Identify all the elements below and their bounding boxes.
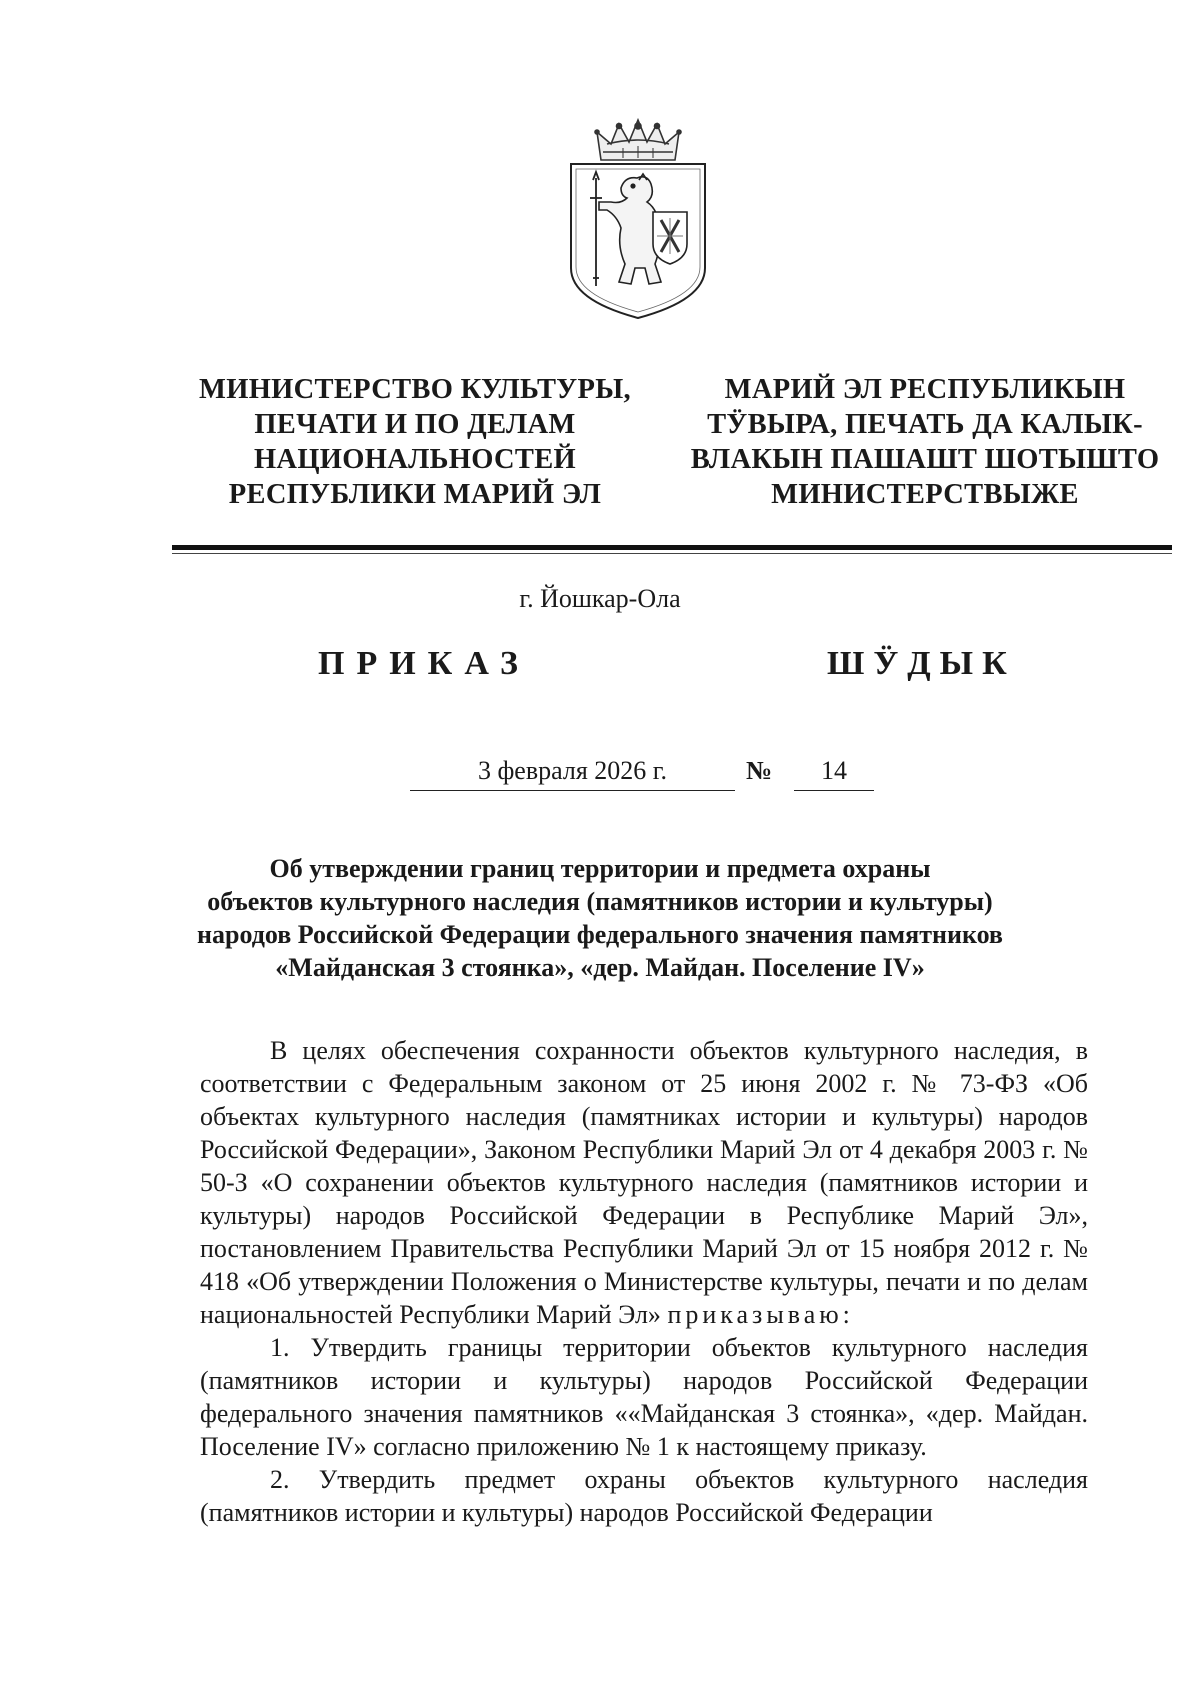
number-label: № (746, 756, 773, 785)
preamble-text: В целях обеспечения сохранности объектов культурного наследия, в соответствии с Федеральным законом от 25 июня 2002 г. № 73-ФЗ «Об объектах культурного наследия (памятниках истории и культуры) народов Российской Федерации», Законом Республики Марий Эл от 4 декабря 2003 г. № 50-З «О сохранении объектов культурного наследия (памятников истории и культуры) народов Российской Федерации в Республике Марий Эл», постановлением Правительства Республики Марий Эл от 15 ноября 2012 г. № 418 «Об утверждении Положения о Министерстве культуры, печати и по делам национальностей Республики Марий Эл» (200, 1036, 1088, 1329)
document-title (150, 852, 1050, 984)
title-line: Об утверждении границ территории и предмета охраны (269, 854, 931, 883)
title-line: народов Российской Федерации федерального значения памятников (197, 920, 1003, 949)
header-divider-thin (172, 553, 1172, 554)
header-divider (172, 545, 1172, 550)
small-shield-icon (653, 212, 687, 264)
ministry-ru-line: РЕСПУБЛИКИ МАРИЙ ЭЛ (228, 479, 602, 510)
order-word: приказываю: (667, 1300, 854, 1329)
item-2-paragraph: 2. Утвердить предмет охраны объектов культурного наследия (памятников истории и культуры) народов Российской Федерации (200, 1465, 1088, 1527)
coat-of-arms-emblem (563, 118, 713, 323)
ministry-mari-line: МАРИЙ ЭЛ РЕСПУБЛИКЫН (724, 374, 1126, 405)
ministry-name-russian (190, 372, 640, 512)
title-line: объектов культурного наследия (памятников истории и культуры) (207, 887, 993, 916)
ministry-name-mari (690, 372, 1160, 512)
order-number: 14 (794, 752, 874, 791)
ministry-ru-line: ПЕЧАТИ И ПО ДЕЛАМ (254, 409, 576, 440)
ministry-ru-line: НАЦИОНАЛЬНОСТЕЙ (253, 444, 577, 475)
document-body (200, 1034, 1088, 1529)
preamble-paragraph (200, 1034, 1088, 1331)
order-title-russian: ПРИКАЗ (318, 645, 530, 682)
ministry-mari-line: МИНИСТЕРСТВЫЖЕ (771, 479, 1079, 510)
crown-icon (595, 120, 681, 160)
order-date: 3 февраля 2026 г. (410, 752, 735, 791)
title-line: «Майданская 3 стоянка», «дер. Майдан. Поселение IV» (275, 953, 925, 982)
ministry-mari-line: ТӰВЫРА, ПЕЧАТЬ ДА КАЛЫК- (707, 409, 1143, 440)
ministry-mari-line: ВЛАКЫН ПАШАШТ ШОТЫШТО (690, 444, 1160, 475)
order-title-mari: ШӰДЫК (827, 645, 1016, 682)
city-name: г. Йошкар-Ола (519, 584, 681, 613)
item-1-paragraph: 1. Утвердить границы территории объектов культурного наследия (памятников истории и культуры) народов Российской Федерации федерального значения памятников ««Майданская 3 стоянка», «дер. Майдан. Поселение IV» согласно приложению № 1 к настоящему приказу. (200, 1333, 1088, 1461)
ministry-ru-line: МИНИСТЕРСТВО КУЛЬТУРЫ, (199, 374, 631, 405)
